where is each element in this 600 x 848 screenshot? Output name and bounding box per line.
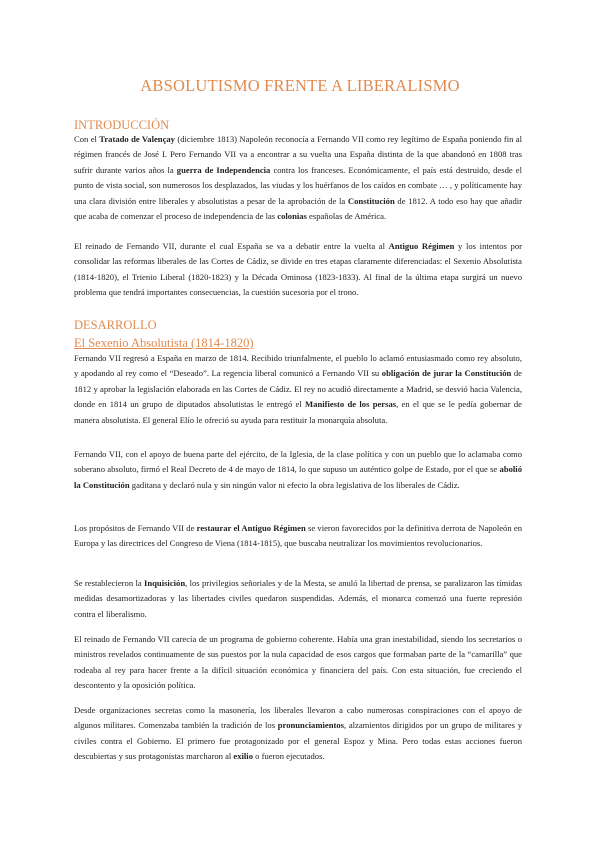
text-run: de 1812. A todo eso hay que añadir que acaba de comenzar el proceso de independencia de las bbox=[74, 195, 522, 222]
text-run: y los intentos por consolidar las reformas liberales de las Cortes de Cádiz, se divide en tres etapas claramente diferenciadas: el Sexenio Absolutista (1814-1820), el Trienio Liberal (1820-1823) y la Década Ominosa (1823-1833). Al final de la última etapa surgirá un nuevo problema que tendrá importantes consecuencias, la cuestión sucesoria por el trono. bbox=[74, 241, 523, 298]
text-run: de 1812 y aprobar la legislación elaborada en las Cortes de Cádiz. El rey no acudió directamente a Madrid, se desvió hacia Valencia, donde en 1814 un grupo de diputados absolutistas le entregó el bbox=[74, 368, 522, 410]
desarrollo-paragraph-2 bbox=[74, 447, 522, 493]
intro-heading: INTRODUCCIÓN bbox=[74, 118, 170, 132]
emphasis-text: pronunciamientos bbox=[277, 720, 344, 731]
desarrollo-heading: DESARROLLO bbox=[74, 318, 157, 332]
emphasis-text: Inquisición bbox=[144, 578, 186, 588]
text-run: Con el bbox=[74, 134, 100, 144]
emphasis-text: Tratado de Valençay bbox=[99, 134, 175, 144]
sexenio-subheading: El Sexenio Absolutista (1814-1820) bbox=[74, 336, 254, 350]
emphasis-text: abolió la Constitución bbox=[74, 464, 522, 490]
text-run: Desde organizaciones secretas como la masonería, los liberales llevaron a cabo numerosas conspiraciones con el apoyo de algunos militares. Comenzaba también la tradición de los bbox=[74, 705, 522, 731]
text-run: (diciembre 1813) Napoleón reconocía a Fernando VII como rey legítimo de España poniendo fin al régimen francés de José I. Pero Fernando VII va a encontrar a su vuelta una España distinta de la que abandonó en 1808 tras sufrir durante varios años la bbox=[74, 134, 522, 175]
emphasis-text: Constitución bbox=[347, 195, 395, 206]
desarrollo-paragraph-6 bbox=[74, 703, 522, 765]
intro-paragraph-1 bbox=[74, 132, 522, 224]
emphasis-text: colonias bbox=[277, 211, 307, 222]
emphasis-text: guerra de Independencia bbox=[176, 164, 271, 175]
text-run: El reinado de Fernando VII, durante el cual España se va a debatir entre la vuelta al bbox=[74, 241, 389, 251]
text-run: Fernando VII regresó a España en marzo de 1814. Recibido triunfalmente, el pueblo lo aclamó entusiasmado como rey absoluto, y apodando al rey como el “Deseado”. La regencia liberal comunicó a Fernando VII su bbox=[74, 353, 522, 379]
text-run: , alzamientos dirigidos por un grupo de militares y civiles contra el Gobierno. El primero fue protagonizado por el general Espoz y Mina. Pero todas estas acciones fueron descubiertas y sus protagonistas marcharon al bbox=[74, 720, 522, 762]
document-title: ABSOLUTISMO FRENTE A LIBERALISMO bbox=[140, 76, 460, 95]
text-run: Se restablecieron la bbox=[74, 578, 145, 588]
emphasis-text: obligación de jurar la Constitución bbox=[381, 368, 512, 379]
emphasis-text: restaurar el Antiguo Régimen bbox=[196, 523, 306, 533]
intro-paragraph-2 bbox=[74, 239, 522, 301]
desarrollo-paragraph-4 bbox=[74, 576, 522, 622]
text-run: , en el que se le pedía gobernar de manera absolutista. El general Elío le ofreció su ayuda para restituir la monarquía absoluta. bbox=[74, 399, 522, 425]
text-run: o fueron ejecutados. bbox=[253, 751, 325, 762]
desarrollo-paragraph-1 bbox=[74, 351, 522, 428]
text-run: Los propósitos de Fernando VII de bbox=[74, 523, 197, 533]
text-run: , los privilegios señoriales y de la Mesta, se anuló la libertad de prensa, se paralizaron las tímidas medidas desamortizadoras y las libertades civiles quedaron suspendidas. Además, el monarca comenzó una fuerte represión contra el liberalismo. bbox=[74, 578, 523, 619]
text-run: se vieron favorecidos por la definitiva derrota de Napoleón en Europa y las directrices del Congreso de Viena (1814-1815), que buscaba neutralizar los movimientos revolucionarios. bbox=[74, 523, 523, 549]
desarrollo-paragraph-5 bbox=[74, 632, 522, 694]
text-run: contra los franceses. Económicamente, el país está destruido, desde el punto de vista social, son numerosos los desplazados, las viudas y los huérfanos de los caídos en combate … , y políticamente hay una clara división entre liberales y absolutistas a pesar de la aprobación de la bbox=[74, 164, 522, 206]
emphasis-text: exilio bbox=[233, 751, 253, 762]
text-run: gaditana y declaró nula y sin ningún valor ni efecto la obra legislativa de los liberales de Cádiz. bbox=[129, 479, 460, 490]
emphasis-text: Antiguo Régimen bbox=[388, 241, 455, 251]
text-run: El reinado de Fernando VII carecía de un programa de gobierno coherente. Había una gran inestabilidad, siendo los secretarios o ministros revelados continuamente de sus puestos por la nula capacidad de esos cargos que formaban parte de la “camarilla” que rodeaba al rey para hacer frente a la difícil situación económica y financiera del país. Con esta situación, fue creciendo el descontento y la oposición política. bbox=[74, 634, 522, 691]
text-run: españolas de América. bbox=[306, 211, 387, 222]
desarrollo-paragraph-3 bbox=[74, 521, 522, 552]
text-run: Fernando VII, con el apoyo de buena parte del ejército, de la Iglesia, de la clase política y con un pueblo que lo aclamaba como soberano absoluto, firmó el Real Decreto de 4 de mayo de 1814, lo que supuso un auténtico golpe de Estado, por el que se bbox=[74, 449, 522, 475]
emphasis-text: Manifiesto de los persas bbox=[305, 399, 397, 410]
